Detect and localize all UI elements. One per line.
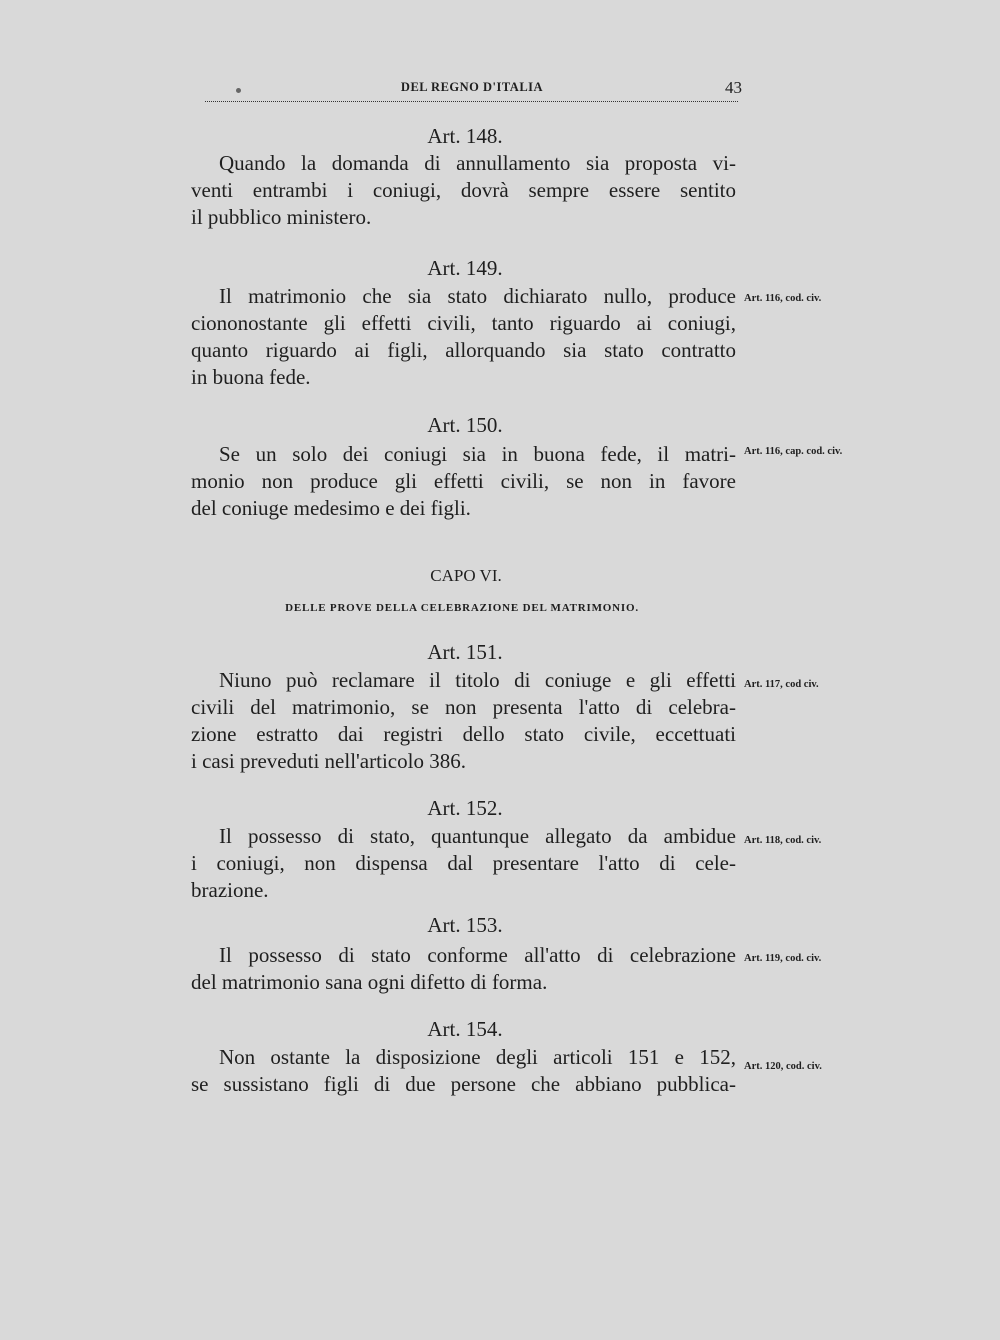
text-line: monio non produce gli effetti civili, se non in favore: [191, 469, 736, 493]
text-line: in buona fede.: [191, 365, 311, 389]
article-150-text: [191, 441, 736, 522]
article-148-text: [191, 150, 736, 231]
article-149-heading: Art. 149.: [427, 256, 503, 280]
text-line: Il matrimonio che sia stato dichiarato nullo, produce: [219, 284, 736, 308]
margin-note-153: Art. 119, cod. civ.: [744, 953, 822, 964]
running-header: DEL REGNO D'ITALIA: [400, 80, 544, 94]
article-151-heading: Art. 151.: [427, 640, 503, 664]
article-148-heading: Art. 148.: [427, 124, 503, 148]
text-line: quanto riguardo ai figli, allorquando sia stato contratto: [191, 338, 736, 362]
article-151-text: [191, 667, 736, 775]
text-line: del coniuge medesimo e dei figli.: [191, 496, 471, 520]
page-number: 43: [725, 78, 742, 97]
article-154-heading: Art. 154.: [427, 1017, 503, 1041]
text-line: Il possesso di stato conforme all'atto di celebrazione: [219, 943, 736, 967]
text-line: Quando la domanda di annullamento sia proposta vi-: [219, 151, 736, 175]
article-153-text: [191, 942, 736, 996]
margin-note-150: Art. 116, cap. cod. civ.: [744, 446, 843, 457]
text-line: i coniugi, non dispensa dal presentare l'atto di cele-: [191, 851, 736, 875]
text-line: Niuno può reclamare il titolo di coniuge e gli effetti: [219, 668, 736, 692]
text-line: brazione.: [191, 878, 269, 902]
chapter-subtitle: DELLE PROVE DELLA CELEBRAZIONE DEL MATRIMONIO.: [285, 602, 639, 614]
article-149-text: [191, 283, 736, 391]
text-line: civili del matrimonio, se non presenta l'atto di celebra-: [191, 695, 736, 719]
chapter-title: CAPO VI.: [430, 566, 502, 585]
text-line: se sussistano figli di due persone che abbiano pubblica-: [191, 1072, 736, 1096]
text-line: zione estratto dai registri dello stato civile, eccettuati: [191, 722, 736, 746]
text-line: Non ostante la disposizione degli articoli 151 e 152,: [219, 1045, 736, 1069]
print-speck: [236, 88, 241, 93]
text-line: del matrimonio sana ogni difetto di forma.: [191, 970, 548, 994]
text-line: venti entrambi i coniugi, dovrà sempre essere sentito: [191, 178, 736, 202]
article-150-heading: Art. 150.: [427, 413, 503, 437]
article-152-text: [191, 823, 736, 904]
margin-note-154: Art. 120, cod. civ.: [744, 1061, 822, 1072]
margin-note-151: Art. 117, cod civ.: [744, 679, 819, 690]
text-line: ciononostante gli effetti civili, tanto riguardo ai coniugi,: [191, 311, 736, 335]
text-line: il pubblico ministero.: [191, 205, 372, 229]
article-154-text: [191, 1044, 736, 1098]
text-line: Se un solo dei coniugi sia in buona fede, il matri-: [219, 442, 736, 466]
article-152-heading: Art. 152.: [427, 796, 503, 820]
margin-note-149: Art. 116, cod. civ.: [744, 293, 822, 304]
header-rule: [205, 101, 738, 102]
article-153-heading: Art. 153.: [427, 913, 503, 937]
text-line: i casi preveduti nell'articolo 386.: [191, 749, 466, 773]
margin-note-152: Art. 118, cod. civ.: [744, 835, 822, 846]
text-line: Il possesso di stato, quantunque allegato da ambidue: [219, 824, 736, 848]
